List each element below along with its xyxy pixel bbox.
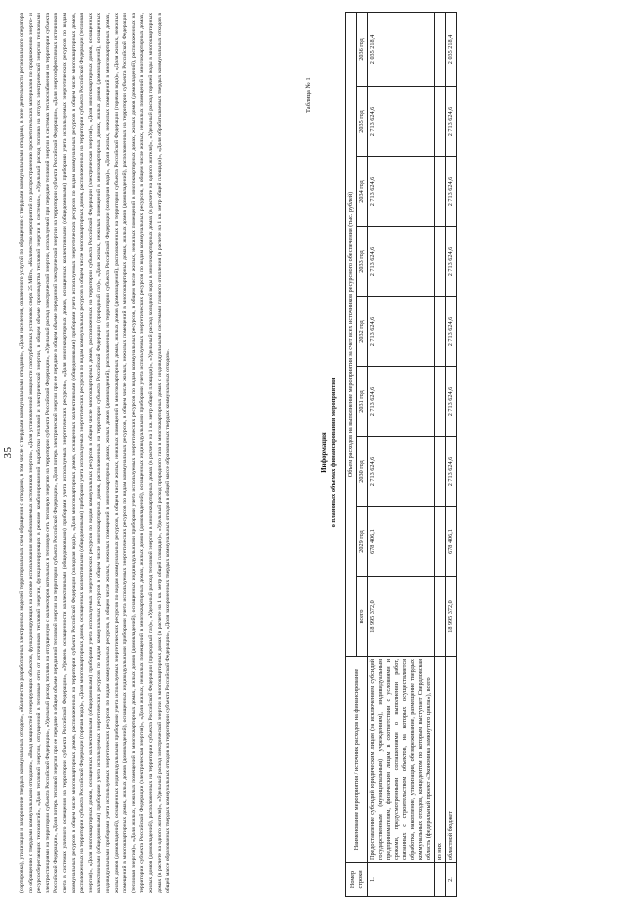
row-value: 2 713 624,6 (368, 297, 435, 367)
col-header-name: Наименование мероприятия / источник расходов на финансирование (346, 657, 368, 863)
row-value (435, 367, 446, 437)
row-value: 2 713 624,6 (446, 297, 457, 367)
col-header-year: 2036 год (357, 12, 368, 86)
col-header-year: 2035 год (357, 87, 368, 157)
row-value (435, 87, 446, 157)
row-number (435, 863, 446, 897)
row-value: 2 713 624,6 (446, 437, 457, 507)
col-header-year: 2033 год (357, 227, 368, 297)
row-value: 18 995 372,0 (446, 577, 457, 657)
row-value (435, 157, 446, 227)
row-value: 2 713 624,6 (368, 227, 435, 297)
row-value: 2 713 624,6 (368, 157, 435, 227)
row-value: 2 713 624,6 (368, 87, 435, 157)
row-value (435, 227, 446, 297)
info-subtitle: о плановых объемах финансирования мероприятия (330, 377, 337, 528)
table-row (446, 12, 457, 896)
info-title: Информация (321, 432, 328, 473)
col-header-year: 2034 год (357, 157, 368, 227)
body-paragraph: (сортировка), утилизация и захоронение твердых коммунальных отходов», «Количество разработанных электронных моделей территориальных схем обращения с отходами, в том числе с твердыми коммунальными отходами», «Доля населения, охваченного услугой по обращению с твердыми коммунальными отходами, в зоне деятельности регионального оператора по обращению с твердыми коммунальными отходами», «Ввод мощностей генерирующих объектов, функционирующих на основе использования возобновляемых источников энергии», «Доля установленной мощности газотурбинных установок сверх 25 МВт», «Количество мероприятий по распространению просветительских материалов по продвижению энерго- и ресурсосберегающих технологий», «Доля тепловой энергии, отпущенной в тепловые сети от источников тепловой энергии, функционирующих в режиме комбинированной выработки тепловой и электрической энергии, в общем объеме производства тепловой энергии в системах», «Удельный расход топлива на отпуск электрической энергии тепловыми электростанциями на территории субъекта Российской Федерации», «Удельный расход топлива на отпущенную с коллекторов котельных в тепловую сеть тепловую энергию на территории субъекта Российской Федерации», «Удельный расход электрической энергии, используемой при передаче тепловой энергии в системах теплоснабжения на территории субъекта Российской Федерации», «Доля потерь тепловой энергии при ее передаче в общем объеме переданной тепловой энергии на территории субъекта Российской Федерации», «Доля потерь электрической энергии при ее передаче в общем объеме переданной электрической энергии на территории субъекта Российской Федерации», «Доля энергоэффективных источников света в системах уличного освещения на территории субъекта Российской Федерации», «Уровень оснащенности коллективными (общедомовыми) приборами учета используемых энергетических ресурсов», «Доля многоквартирных домов, оснащенных коллективными (общедомовыми) приборами учета используемых энергетических ресурсов по видам коммунальных ресурсов в общем числе многоквартирных домов, расположенных на территории субъекта Российской Федерации (холодная вода)», «Доля многоквартирных домов, оснащенных коллективными (общедомовыми) приборами учета используемых энергетических ресурсов по видам коммунальных ресурсов в общем числе многоквартирных домов, расположенных на территории субъекта Российской Федерации (горячая вода)», «Доля многоквартирных домов, оснащенных коллективными (общедомовыми) приборами учета используемых энергетических ресурсов по видам коммунальных ресурсов в общем числе многоквартирных домов, расположенных на территории субъекта Российской Федерации (тепловая энергия)», «Доля многоквартирных домов, оснащенных коллективными (общедомовыми) приборами учета используемых энергетических ресурсов по видам коммунальных ресурсов в общем числе многоквартирных домов, расположенных на территории субъекта Российской Федерации (электрическая энергия)», «Доля многоквартирных домов, оснащенных коллективными (общедомовыми) приборами учета используемых энергетических ресурсов по видам коммунальных ресурсов в общем числе многоквартирных домов, расположенных на территории субъекта Российской Федерации (природный газ)», «Доля жилых, нежилых помещений в многоквартирных домах, жилых домов (домовладений), оснащенных индивидуальными приборами учета используемых энергетических ресурсов по видам коммунальных ресурсов, в общем числе жилых, нежилых помещений в многоквартирных домах, жилых домов (домовладений), расположенных на территории субъекта Российской Федерации (холодная вода)», «Доля жилых, нежилых помещений в многоквартирных домах, жилых домов (домовладений), оснащенных индивидуальными приборами учета используемых энергетических ресурсов по видам коммунальных ресурсов, в общем числе жилых, нежилых помещений в многоквартирных домах, жилых домов (домовладений), расположенных на территории субъекта Российской Федерации (горячая вода)», «Доля жилых, нежилых помещений в многоквартирных домах, жилых домов (домовладений), оснащенных индивидуальными приборами учета используемых энергетических ресурсов по видам коммунальных ресурсов, в общем числе жилых, нежилых помещений в многоквартирных домах, жилых домов (домовладений), расположенных на территории субъекта Российской Федерации (тепловая энергия)», «Доля жилых, нежилых помещений в многоквартирных домах, жилых домов (домовладений), оснащенных индивидуальными приборами учета используемых энергетических ресурсов по видам коммунальных ресурсов, в общем числе жилых, нежилых помещений в многоквартирных домах, жилых домов (домовладений), расположенных на территории субъекта Российской Федерации (электрическая энергия)», «Доля жилых, нежилых помещений в многоквартирных домах, жилых домов (домовладений), оснащенных индивидуальными приборами учета используемых энергетических ресурсов по видам коммунальных ресурсов, в общем числе жилых, нежилых помещений в многоквартирных домах, жилых домов (домовладений), расположенных на территории субъекта Российской Федерации (природный газ)», «Удельный расход тепловой энергии в многоквартирных домах (в расчете на 1 кв. метр общей площади)», «Удельный расход холодной воды в многоквартирных домах (в расчете на одного жителя)», «Удельный расход горячей воды в многоквартирных домах (в расчете на одного жителя)», «Удельный расход электрической энергии в многоквартирных домах (в расчете на 1 кв. метр общей площади)», «Удельный расход природного газа в многоквартирных домах с индивидуальными системами газового отопления (в расчете на 1 кв. метр общей площади)», «Доля обрабатываемых твердых коммунальных отходов в общей массе образованных твердых коммунальных отходов на территории субъекта Российской Федерации», «Доля захороненных твердых коммунальных отходов в общей массе образованных твердых коммунальных отходов». (19, 13, 172, 893)
col-header-group: Объем расходов на выполнение мероприятия за счет всех источников ресурсного обеспечения (тыс. рублей) (346, 12, 357, 656)
row-value: 2 713 624,6 (446, 367, 457, 437)
row-value (435, 437, 446, 507)
financing-table (345, 12, 457, 897)
row-value: 678 406,1 (446, 507, 457, 577)
row-name: Предоставление субсидий юридическим лицам (за исключением субсидий государственным (муниципальным) учреждениям), индивидуальным предпринимателям, физическим лицам в соответствии с условиями и сроками, предусмотренными соглашениями о выполнении работ, связанных с строительством объектов, на которых осуществляется обработка, накопление, утилизация, обезвреживание, размещение твердых коммунальных отходов, концедентом по которым выступает Свердловская область (федеральный проект «Экономика замкнутого цикла»), всего (368, 657, 435, 863)
row-value (435, 297, 446, 367)
col-header-year: всего (357, 577, 368, 657)
table-row (435, 12, 446, 896)
col-header-number: Номер строки (346, 863, 368, 897)
row-value: 2 713 624,6 (368, 367, 435, 437)
table-row (368, 12, 435, 896)
col-header-year: 2031 год (357, 367, 368, 437)
row-value: 18 995 372,0 (368, 577, 435, 657)
row-value: 2 035 218,4 (446, 12, 457, 86)
col-header-year: 2030 год (357, 437, 368, 507)
row-value (435, 507, 446, 577)
row-value: 678 406,1 (368, 507, 435, 577)
row-name: областной бюджет (446, 657, 457, 863)
table-label: Таблица № 1 (305, 77, 312, 113)
row-value: 2 713 624,6 (368, 437, 435, 507)
row-value: 2 713 624,6 (446, 227, 457, 297)
row-number: 2. (446, 863, 457, 897)
row-value: 2 713 624,6 (446, 87, 457, 157)
row-number: 1. (368, 863, 435, 897)
row-value (435, 12, 446, 86)
col-header-year: 2029 год (357, 507, 368, 577)
page-number: 35 (2, 446, 14, 459)
row-value: 2 713 624,6 (446, 157, 457, 227)
col-header-year: 2032 год (357, 297, 368, 367)
row-name: из них (435, 657, 446, 863)
row-value: 2 035 218,4 (368, 12, 435, 86)
row-value (435, 577, 446, 657)
